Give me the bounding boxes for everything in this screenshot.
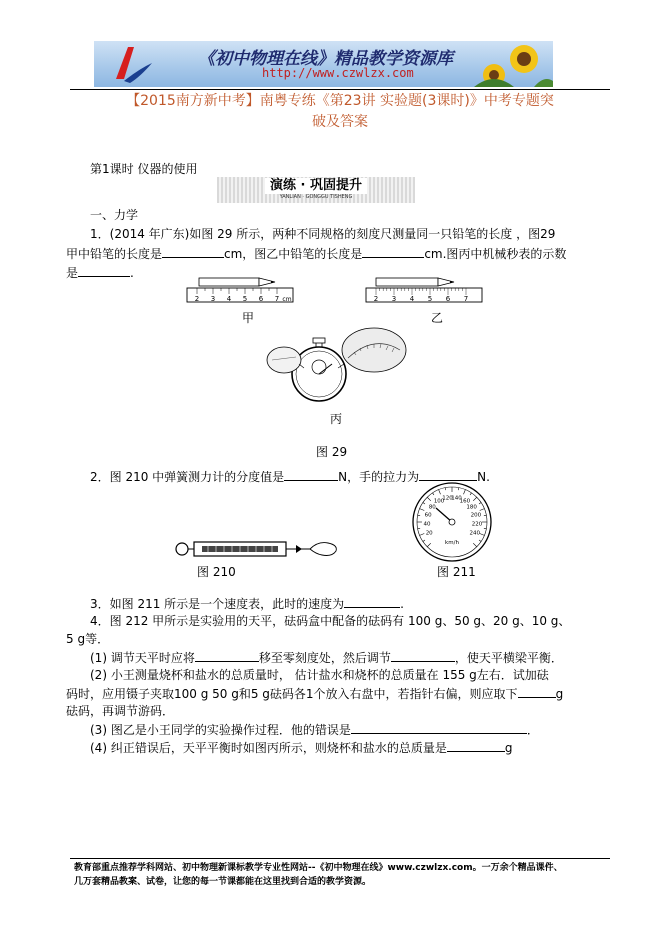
- fig211-caption: 图 211: [437, 565, 476, 579]
- speedometer-label: 120: [442, 495, 453, 502]
- q1-text-c: cm.图丙中机械秒表的示数: [424, 247, 567, 261]
- ruler-yi-tick-2: 4: [409, 295, 415, 303]
- ruler-jia-figure: [183, 274, 303, 310]
- speedometer-figure: [408, 481, 496, 563]
- q4-sub2-line3: 砝码，再调节游码．: [66, 704, 175, 718]
- q2-text-b: N，手的拉力为: [338, 470, 420, 484]
- q1-blank-bing[interactable]: [78, 263, 130, 277]
- q4-sub1: [90, 648, 563, 668]
- q4-blank-3[interactable]: [351, 720, 527, 734]
- ruler-jia-tick-1: 3: [210, 295, 216, 303]
- banner-title: 《初中物理在线》精品教学资源库: [198, 49, 453, 69]
- q4-blank-1a[interactable]: [195, 648, 259, 662]
- doc-title-line2: 破及答案: [312, 114, 368, 130]
- q4-s1-text-b: 移至零刻度处，然后调节: [258, 651, 391, 665]
- speedometer-label: 180: [466, 504, 477, 511]
- q4-s3-text-b: ．: [526, 723, 539, 737]
- speedometer-label: 240: [469, 530, 481, 537]
- ruler-jia-tick-3: 5: [242, 295, 248, 303]
- q1-blank-jia[interactable]: [162, 244, 224, 258]
- speedometer-label: 160: [459, 498, 471, 505]
- q4-s3-text-a: (3) 图乙是小王同学的实验操作过程．他的错误是: [90, 723, 351, 737]
- q3-blank-speed[interactable]: [344, 594, 400, 608]
- doc-title: [70, 91, 610, 133]
- stopwatch-crown-icon: [313, 338, 325, 343]
- ruler-yi-tick-1: 3: [391, 295, 397, 303]
- q4-sub4: [90, 738, 512, 758]
- q4-sub3: [90, 720, 539, 740]
- q4-s2-text-b: g: [555, 687, 564, 701]
- ruler-jia-tick-4: 6: [258, 295, 264, 303]
- part-heading: 一、力学: [90, 208, 139, 222]
- magnifier-right-icon: [342, 328, 406, 372]
- ruler-jia-tick-0: 2: [194, 295, 200, 303]
- ruler-yi-tick-3: 5: [427, 295, 433, 303]
- speedometer-label: 40: [423, 521, 431, 528]
- ruler-yi-tick-0: 2: [373, 295, 379, 303]
- q4-sub2-line2: [66, 684, 563, 704]
- q2-blank-force[interactable]: [419, 467, 477, 481]
- q2-text-a: 2．图 210 中弹簧测力计的分度值是: [90, 470, 285, 484]
- speedometer-label: 100: [433, 498, 445, 505]
- doc-title-line1: 【2015南方新中考】南粤专练《第23讲 实验题(3课时)》中考专题突: [126, 93, 554, 109]
- q1-text-b: cm，图乙中铅笔的长度是: [224, 247, 363, 261]
- logo-swoosh-icon: [124, 63, 152, 83]
- logo-icon: [116, 47, 134, 79]
- lesson-heading: 第1课时 仪器的使用: [90, 162, 198, 176]
- speedometer-unit: km/h: [445, 540, 459, 546]
- fig29-label-yi: 乙: [431, 311, 444, 325]
- footer-rule: [70, 858, 610, 859]
- ruler-yi-tick-4: 6: [445, 295, 451, 303]
- header-rule: [70, 89, 610, 90]
- q3-line: [90, 594, 404, 614]
- ruler-yi-figure: [362, 274, 486, 310]
- q4-blank-1b[interactable]: [391, 648, 455, 662]
- q3-text-a: 3．如图 211 所示是一个速度表，此时的速度为: [90, 597, 345, 611]
- fig210-caption: 图 210: [197, 565, 236, 579]
- speedometer-label: 20: [425, 530, 433, 537]
- q4-blank-2[interactable]: [518, 684, 556, 698]
- q1-text-d: 是: [66, 266, 79, 280]
- ruler-yi-tick-5: 7: [463, 295, 469, 303]
- q1-line2: [66, 244, 566, 264]
- ruler-jia-tick-5: 7: [274, 295, 280, 303]
- section-label-bar: [217, 177, 415, 203]
- spring-scale-figure: [172, 535, 342, 563]
- q1-text-a: 甲中铅笔的长度是: [66, 247, 163, 261]
- speedometer-label: 60: [424, 512, 432, 519]
- pencil-jia: [199, 278, 259, 286]
- stopwatch-figure: [264, 324, 408, 410]
- q4-sub2-line1: (2) 小王测量烧杯和盐水的总质量时， 估计盐水和烧杯的总质量在 155 g左右．试加砝: [90, 668, 549, 682]
- q1-line1: 1．(2014 年广东)如图 29 所示，两种不同规格的刻度尺测量同一只铅笔的长度 ，图29: [90, 227, 556, 241]
- q4-s1-text-c: ，使天平横梁平衡．: [454, 651, 563, 665]
- q1-line3: [66, 263, 134, 283]
- speedometer-label: 220: [471, 521, 483, 528]
- speedometer-label: 200: [470, 512, 482, 519]
- section-label-main: 演练 · 巩固提升: [265, 178, 367, 194]
- q4-line2: 5 g等．: [66, 632, 110, 646]
- q4-line1: 4．图 212 甲所示是实验用的天平，砝码盒中配备的砝码有 100 g、50 g、20 g、10 g、: [90, 614, 571, 628]
- q4-s4-text-a: (4) 纠正错误后，天平平衡时如图丙所示，则烧杯和盐水的总质量是: [90, 741, 447, 755]
- hand-icon: [310, 543, 336, 556]
- q1-text-e: .: [130, 266, 134, 280]
- banner-url[interactable]: http://www.czwlzx.com: [262, 66, 414, 80]
- q4-s4-text-b: g: [504, 741, 513, 755]
- section-label-sub: YANLIAN · GONGGU TISHENG: [279, 194, 353, 200]
- pencil-yi: [376, 278, 438, 286]
- ruler-jia-unit: cm: [282, 296, 292, 303]
- q4-s1-text-a: (1) 调节天平时应将: [90, 651, 195, 665]
- fig29-label-bing: 丙: [330, 412, 343, 426]
- footer: [74, 861, 614, 889]
- fig29-label-jia: 甲: [242, 311, 255, 325]
- sunflower-icon: [474, 45, 553, 87]
- speedometer-label: 80: [428, 504, 436, 511]
- footer-line1: 教育部重点推荐学科网站、初中物理新课标教学专业性网站--《初中物理在线》www.czwlzx.com。一万余个精品课件、: [74, 863, 563, 873]
- header-banner: [94, 41, 553, 87]
- q2-blank-division[interactable]: [284, 467, 338, 481]
- q2-text-c: N.: [477, 470, 490, 484]
- ruler-jia-tick-2: 4: [226, 295, 232, 303]
- speedometer-label: 140: [451, 495, 462, 502]
- q3-text-b: .: [400, 597, 404, 611]
- q4-blank-4[interactable]: [447, 738, 505, 752]
- fig29-caption: 图 29: [316, 445, 348, 459]
- q1-blank-yi[interactable]: [362, 244, 424, 258]
- hook-ring-icon: [176, 543, 188, 555]
- q4-s2-text-a: 码时，应用镊子夹取100 g 50 g和5 g砝码各1个放入右盘中，若指针右偏，则应取下: [66, 687, 518, 701]
- footer-line2: 几万套精品教案、试卷，让您的每一节课都能在这里找到合适的教学资源。: [74, 877, 372, 887]
